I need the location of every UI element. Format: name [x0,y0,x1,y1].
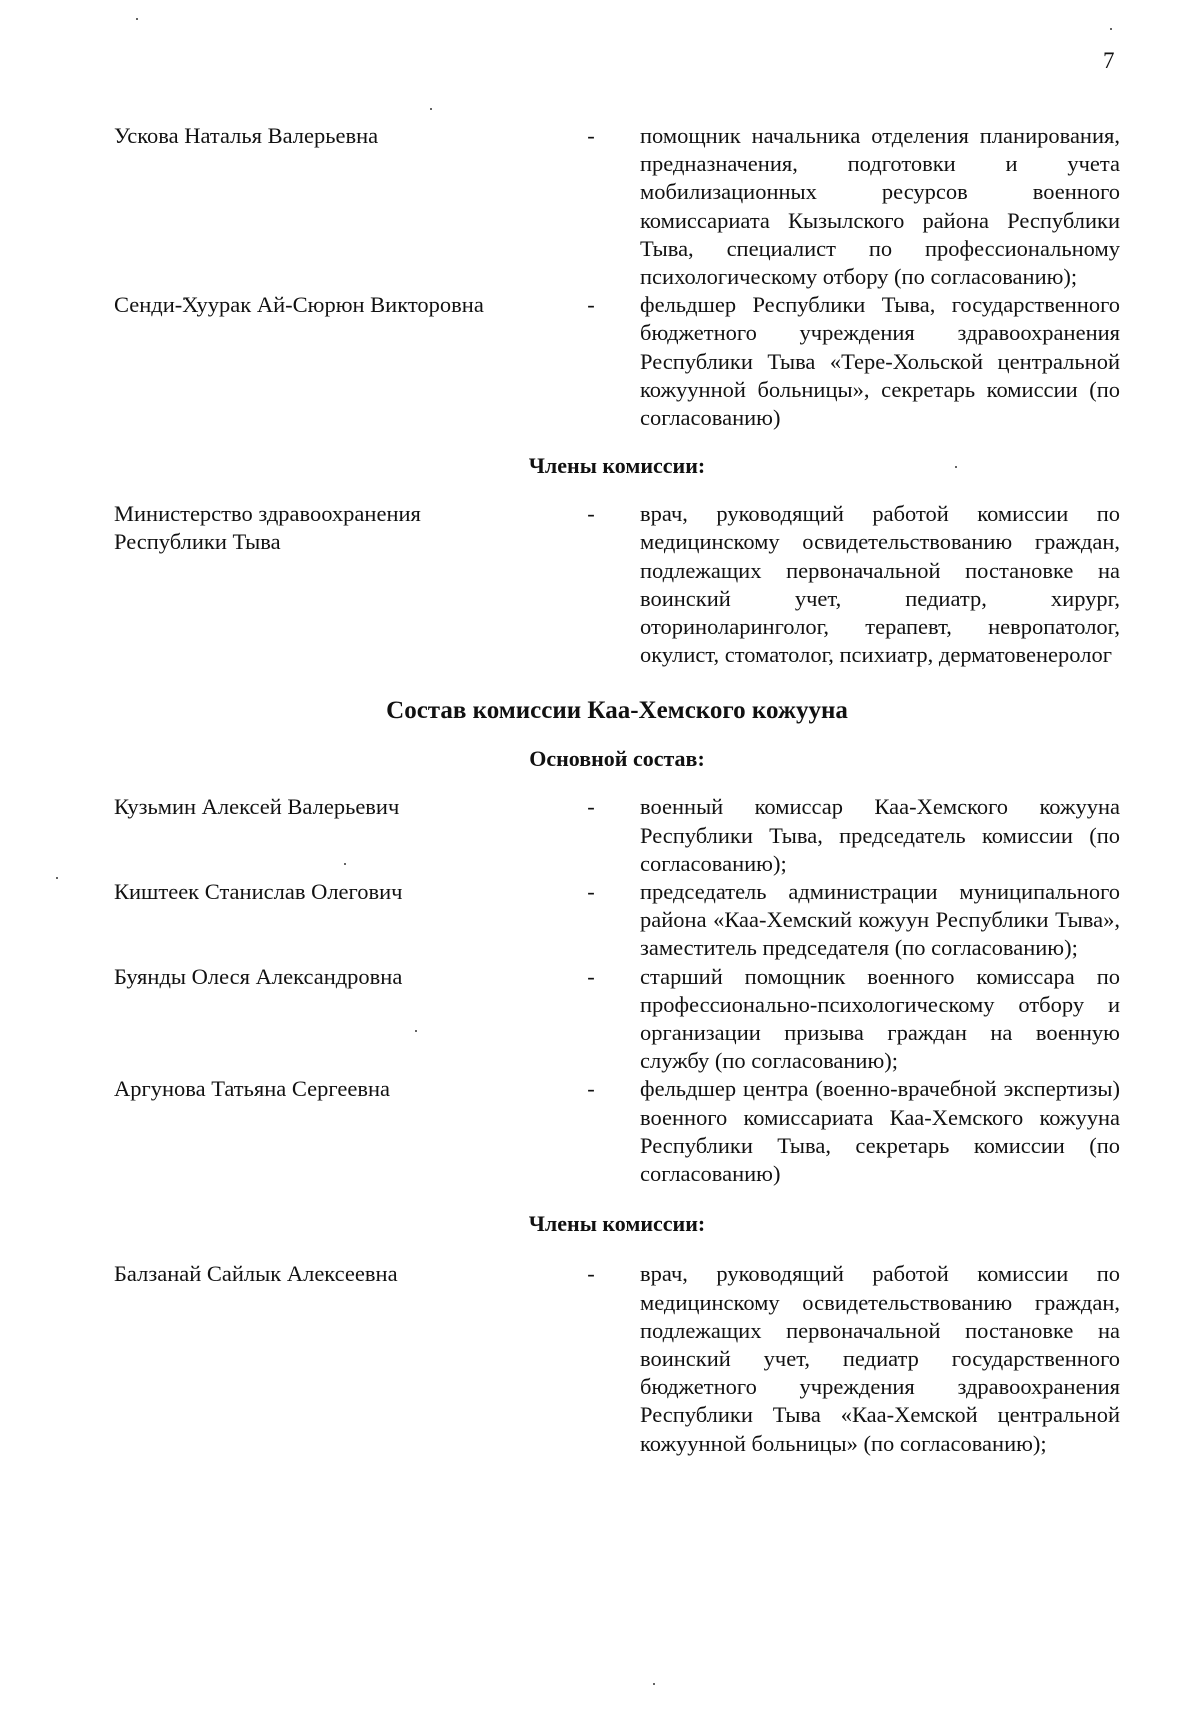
committee-entry [114,878,1120,963]
member-role: помощник начальника отделения планирования, предназначения, подготовки и учета мобилизационных ресурсов военного комиссариата Кызылского района Республики Тыва, специалист по профессиональному психологическому отбору (по согласованию); [640,123,1120,290]
member-role: старший помощник военного комиссара по профессионально-психологическому отбору и организации призыва граждан на военную службу (по согласованию); [640,963,1120,1074]
member-name: Министерство здравоохранения Республики Тыва [114,501,421,555]
committee-entry [114,1260,1120,1457]
member-role: председатель администрации муниципального района «Каа-Хемский кожуун Республики Тыва», заместитель председателя (по согласованию); [640,879,1120,961]
dash-separator: - [587,963,595,989]
member-name: Киштеек Станислав Олегович [114,879,403,905]
member-name: Ускова Наталья Валерьевна [114,123,379,148]
members-heading: Члены комиссии: [528,453,706,479]
member-name: Аргунова Татьяна Сергеевна [114,1076,390,1102]
member-role: фельдшер Республики Тыва, государственного бюджетного учреждения здравоохранения Республики Тыва «Тере-Хольской центральной кожуунной больницы», секретарь комиссии (по согласованию) [640,292,1120,431]
member-name: Буянды Олеся Александровна [114,963,403,989]
dash-separator: - [587,123,595,148]
dash-separator: - [587,1261,595,1287]
member-role: врач, руководящий работой комиссии по медицинскому освидетельствованию граждан, подлежащих первоначальной постановке на воинский учет, педиатр государственного бюджетного учреждения здравоохранения Республики Тыва «Каа-Хемской центральной кожуунной больницы» (по согласованию); [640,1261,1120,1456]
committee-entry [114,1075,1120,1188]
committee-entry [114,291,1120,432]
page-number: 7 [1103,48,1115,73]
committee-entry [114,500,1120,669]
member-name: Кузьмин Алексей Валерьевич [114,794,400,820]
member-role: военный комиссар Каа-Хемского кожууна Республики Тыва, председатель комиссии (по согласованию); [640,794,1120,876]
scan-speck [136,18,138,20]
member-role: врач, руководящий работой комиссии по медицинскому освидетельствованию граждан, подлежащих первоначальной постановке на воинский учет, педиатр, хирург, оториноларинголог, терапевт, невропатолог, окулист, стоматолог, психиатр, дерматовенеролог [640,501,1120,668]
member-name: Балзанай Сайлык Алексеевна [114,1261,398,1287]
main-composition-heading: Основной состав: [529,746,705,772]
scan-speck [1110,28,1112,30]
committee-entry [114,793,1120,878]
section-title: Состав комиссии Каа-Хемского кожууна [386,697,848,725]
dash-separator: - [587,1076,595,1102]
committee-entry [114,963,1120,1076]
scan-speck [653,1683,655,1685]
members-heading: Члены комиссии: [528,1211,706,1237]
dash-separator: - [587,794,595,820]
dash-separator: - [587,292,595,318]
dash-separator: - [587,501,595,527]
dash-separator: - [587,879,595,905]
document-body [114,122,1120,1458]
scan-speck [430,108,432,110]
committee-entry [114,122,1120,291]
member-name: Сенди-Хуурак Ай-Сюрюн Викторовна [114,292,484,318]
scan-speck [56,877,58,879]
member-role: фельдшер центра (военно-врачебной экспертизы) военного комиссариата Каа-Хемского кожууна Республики Тыва, секретарь комиссии (по согласованию) [640,1076,1120,1187]
